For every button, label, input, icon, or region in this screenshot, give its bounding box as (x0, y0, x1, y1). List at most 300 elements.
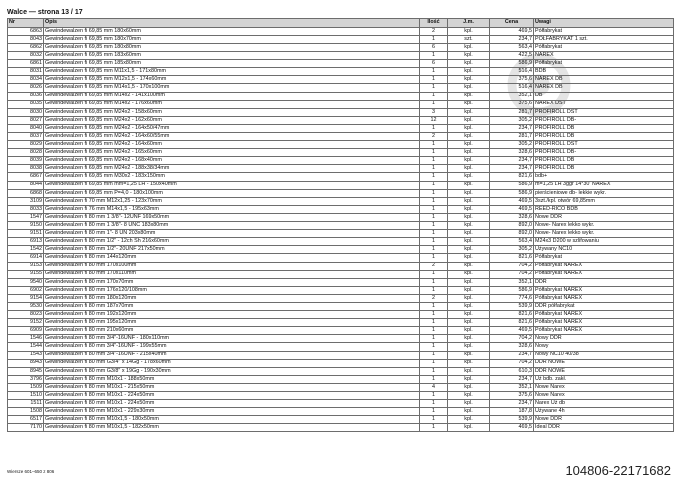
cell-ilosc: 1 (420, 286, 448, 294)
cell-opis: Gewindewalzen fi 69,85 mm M24x2 - 164x60/55mm (44, 133, 420, 141)
cell-jm: szt. (448, 35, 490, 43)
cell-cena: 375,6 (490, 392, 534, 400)
cell-nr: 6517 (8, 416, 44, 424)
header-nr: Nr (8, 19, 44, 28)
cell-nr: 9152 (8, 319, 44, 327)
cell-ilosc: 1 (420, 76, 448, 84)
cell-opis: Gewindewalzen fi 69,85 mm M14x2 - 176x60mm (44, 100, 420, 108)
cell-cena: 821,6 (490, 173, 534, 181)
cell-ilosc: 1 (420, 375, 448, 383)
table-row (8, 35, 674, 43)
table-row (8, 246, 674, 254)
cell-uwagi: Ideal DDR (534, 424, 674, 432)
cell-ilosc: 1 (420, 367, 448, 375)
cell-nr: 1544 (8, 343, 44, 351)
cell-jm: kpl. (448, 408, 490, 416)
cell-nr: 6909 (8, 327, 44, 335)
cell-ilosc: 12 (420, 116, 448, 124)
cell-nr: 8032 (8, 52, 44, 60)
cell-uwagi: 3szt./kpl. otwór 69,85mm (534, 197, 674, 205)
page-footer: Wiersze 601–650 z 806 (7, 469, 55, 474)
cell-uwagi: Używany NC10 (534, 246, 674, 254)
cell-jm: kpl. (448, 116, 490, 124)
cell-ilosc: 1 (420, 319, 448, 327)
cell-opis: Gewindewalzen fi 80 mm M10x1 - 215x50mm (44, 383, 420, 391)
cell-ilosc: 1 (420, 68, 448, 76)
cell-opis: Gewindewalzen fi 80 mm 170x100mm (44, 262, 420, 270)
cell-jm: kpl. (448, 286, 490, 294)
table-row (8, 400, 674, 408)
cell-nr: 6902 (8, 286, 44, 294)
cell-ilosc: 1 (420, 189, 448, 197)
cell-ilosc: 1 (420, 100, 448, 108)
cell-uwagi: Półfabrykat (534, 27, 674, 35)
cell-opis: Gewindewalzen fi 69,85 mm M11x1,5 - 171x80mm (44, 68, 420, 76)
cell-uwagi: Półfabrykat NAREX (534, 294, 674, 302)
cell-jm: kpl. (448, 205, 490, 213)
cell-uwagi: DDR półfabrykat (534, 302, 674, 310)
cell-cena: 469,5 (490, 205, 534, 213)
cell-cena: 187,8 (490, 408, 534, 416)
cell-ilosc: 1 (420, 302, 448, 310)
cell-opis: Gewindewalzen fi 80 mm 192x120mm (44, 311, 420, 319)
cell-ilosc: 1 (420, 246, 448, 254)
cell-ilosc: 1 (420, 197, 448, 205)
header-jm: J.m. (448, 19, 490, 28)
cell-opis: Gewindewalzen fi 80 mm 180x120mm (44, 294, 420, 302)
cell-uwagi: Półfabrykat (534, 254, 674, 262)
cell-nr: 7170 (8, 424, 44, 432)
cell-nr: 1510 (8, 392, 44, 400)
cell-nr: 8040 (8, 124, 44, 132)
cell-jm: kpl. (448, 181, 490, 189)
cell-cena: 352,1 (490, 92, 534, 100)
cell-uwagi: Półfabrykat NAREX (534, 286, 674, 294)
cell-jm: kpl. (448, 157, 490, 165)
cell-jm: kpl. (448, 383, 490, 391)
cell-uwagi: NAREX (534, 52, 674, 60)
cell-uwagi: NAREX DST (534, 100, 674, 108)
cell-uwagi: Półfabrykat (534, 60, 674, 68)
cell-uwagi: pierścieniowe db- lekkie wykr. (534, 189, 674, 197)
cell-ilosc: 2 (420, 27, 448, 35)
cell-nr: 9155 (8, 270, 44, 278)
document-id-code: 104806-22171682 (565, 463, 671, 478)
cell-ilosc: 3 (420, 108, 448, 116)
cell-cena: 539,9 (490, 302, 534, 310)
cell-opis: Gewindewalzen fi 80 mm M10x1 - 224x50mm (44, 400, 420, 408)
cell-uwagi: PROFIROLL DB- (534, 116, 674, 124)
cell-jm: kpl. (448, 141, 490, 149)
cell-opis: Gewindewalzen fi 80 mm 3/4"-16UNF - 199x55mm (44, 343, 420, 351)
cell-uwagi: bdb+ (534, 173, 674, 181)
cell-jm: kpl. (448, 351, 490, 359)
cell-ilosc: 1 (420, 311, 448, 319)
cell-opis: Gewindewalzen fi 80 mm 3/4"-16UNF - 215x40mm (44, 351, 420, 359)
cell-cena: 563,4 (490, 43, 534, 51)
cell-cena: 375,6 (490, 76, 534, 84)
cell-uwagi: BDB (534, 68, 674, 76)
cell-nr: 8028 (8, 149, 44, 157)
cell-opis: Gewindewalzen fi 80 mm 1"- 8 UN 203x80mm (44, 230, 420, 238)
table-row (8, 416, 674, 424)
table-row (8, 27, 674, 35)
cell-jm: kpl. (448, 359, 490, 367)
cell-ilosc: 1 (420, 222, 448, 230)
table-row (8, 311, 674, 319)
table-row (8, 205, 674, 213)
cell-opis: Gewindewalzen fi 69,85 mm M24x2 - 164x60mm (44, 141, 420, 149)
cell-nr: 1543 (8, 351, 44, 359)
cell-uwagi: Półfabrykat NAREX (534, 319, 674, 327)
cell-opis: Gewindewalzen fi 69,85 mm M24x2 - 158x60mm (44, 108, 420, 116)
cell-cena: 821,6 (490, 311, 534, 319)
cell-ilosc: 1 (420, 92, 448, 100)
cell-jm: kpl. (448, 375, 490, 383)
cell-jm: kpl. (448, 189, 490, 197)
table-row (8, 254, 674, 262)
cell-jm: kpl. (448, 335, 490, 343)
cell-jm: kpl. (448, 52, 490, 60)
cell-jm: kpl. (448, 262, 490, 270)
table-row (8, 359, 674, 367)
cell-ilosc: 1 (420, 351, 448, 359)
cell-uwagi: Nowe- Narex lekko wykr. (534, 230, 674, 238)
cell-opis: Gewindewalzen fi 80 mm 1/2"- 20UNF 217x50mm (44, 246, 420, 254)
cell-opis: Gewindewalzen fi 80 mm G3/4" x 14Gg - 178x60mm (44, 359, 420, 367)
cell-nr: 6914 (8, 254, 44, 262)
cell-nr: 9153 (8, 262, 44, 270)
cell-jm: kpl. (448, 60, 490, 68)
table-row (8, 68, 674, 76)
page-title: Walce — strona 13 / 17 (7, 9, 83, 16)
cell-ilosc: 1 (420, 230, 448, 238)
cell-cena: 539,9 (490, 416, 534, 424)
cell-nr: 8026 (8, 84, 44, 92)
cell-nr: 3109 (8, 197, 44, 205)
cell-nr: 8030 (8, 108, 44, 116)
cell-nr: 1546 (8, 335, 44, 343)
cell-uwagi: PROFIROLL DB- (534, 149, 674, 157)
cell-nr: 6862 (8, 43, 44, 51)
table-row (8, 149, 674, 157)
cell-nr: 8033 (8, 205, 44, 213)
cell-nr: 9150 (8, 222, 44, 230)
cell-ilosc: 1 (420, 416, 448, 424)
table-row (8, 424, 674, 432)
cell-uwagi: REED-RICO BDB (534, 205, 674, 213)
cell-uwagi: DDR NOWE (534, 359, 674, 367)
cell-uwagi: DDR (534, 278, 674, 286)
cell-nr: 8043 (8, 35, 44, 43)
cell-uwagi: NAREX DB (534, 76, 674, 84)
cell-jm: kpl. (448, 270, 490, 278)
cell-cena: 586,9 (490, 286, 534, 294)
table-row (8, 262, 674, 270)
cell-jm: kpl. (448, 149, 490, 157)
cell-opis: Gewindewalzen fi 69,85 mm M30x2 - 183x150mm (44, 173, 420, 181)
cell-opis: Gewindewalzen fi 69,85 mm M24x2 - 162x60mm (44, 116, 420, 124)
cell-nr: 1547 (8, 213, 44, 221)
cell-cena: 563,4 (490, 238, 534, 246)
cell-cena: 234,7 (490, 375, 534, 383)
cell-opis: Gewindewalzen fi 80 mm 195x120mm (44, 319, 420, 327)
cell-jm: kpl. (448, 278, 490, 286)
cell-cena: 305,2 (490, 246, 534, 254)
cell-ilosc: 6 (420, 43, 448, 51)
cell-cena: 234,7 (490, 351, 534, 359)
cell-cena: 305,2 (490, 116, 534, 124)
cell-uwagi: Nowe Narex (534, 383, 674, 391)
cell-ilosc: 1 (420, 35, 448, 43)
table-row (8, 327, 674, 335)
cell-jm: kpl. (448, 43, 490, 51)
header-cena: Cena (490, 19, 534, 28)
cell-uwagi: Półfabrykat NAREX (534, 327, 674, 335)
cell-nr: 9154 (8, 294, 44, 302)
cell-nr: 8044 (8, 181, 44, 189)
cell-ilosc: 1 (420, 392, 448, 400)
table-row (8, 238, 674, 246)
cell-cena: 469,5 (490, 424, 534, 432)
cell-jm: kpl. (448, 367, 490, 375)
cell-ilosc: 1 (420, 52, 448, 60)
table-row (8, 173, 674, 181)
cell-jm: kpl. (448, 84, 490, 92)
cell-opis: Gewindewalzen fi 69,85 mm M24x2 - 188x38/34mm (44, 165, 420, 173)
cell-cena: 328,6 (490, 343, 534, 351)
cell-ilosc: 1 (420, 327, 448, 335)
cell-uwagi: M24x3 D200 w szlifowaniu (534, 238, 674, 246)
cell-opis: Gewindewalzen fi 69,85 mm M24x2 - 165x60mm (44, 149, 420, 157)
cell-opis: Gewindewalzen fi 69,85 mm M24x2 - 168x40mm (44, 157, 420, 165)
table-row (8, 116, 674, 124)
cell-opis: Gewindewalzen fi 69,85 mm M14x2 - 141x100mm (44, 92, 420, 100)
cell-nr: 8037 (8, 133, 44, 141)
cell-opis: Gewindewalzen fi 70 mm M12x1,25 - 123x70mm (44, 197, 420, 205)
cell-cena: 375,6 (490, 100, 534, 108)
table-row (8, 157, 674, 165)
cell-jm: kpl. (448, 27, 490, 35)
cell-uwagi: PROFIROLL DB (534, 165, 674, 173)
table-row (8, 343, 674, 351)
cell-ilosc: 2 (420, 294, 448, 302)
cell-ilosc: 2 (420, 262, 448, 270)
cell-nr: 8038 (8, 165, 44, 173)
cell-opis: Gewindewalzen fi 69,85 mm P=4,0 - 180x100mm (44, 189, 420, 197)
cell-opis: Gewindewalzen fi 80 mm G3/8" x 19Gg - 190x30mm (44, 367, 420, 375)
table-row (8, 383, 674, 391)
table-row (8, 108, 674, 116)
table-row (8, 294, 674, 302)
table-row (8, 286, 674, 294)
cell-cena: 610,3 (490, 367, 534, 375)
cell-opis: Gewindewalzen fi 80 mm M10x1,5 - 180x50mm (44, 416, 420, 424)
table-row (8, 76, 674, 84)
cell-nr: 6867 (8, 173, 44, 181)
cell-jm: kpl. (448, 100, 490, 108)
cell-nr: 6868 (8, 189, 44, 197)
cell-opis: Gewindewalzen fi 80 mm 144x120mm (44, 254, 420, 262)
cell-cena: 586,9 (490, 189, 534, 197)
cell-jm: kpl. (448, 230, 490, 238)
cell-jm: kpl. (448, 108, 490, 116)
cell-uwagi: Narex Uż db (534, 400, 674, 408)
cell-jm: kpl. (448, 133, 490, 141)
cell-nr: 8039 (8, 157, 44, 165)
cell-ilosc: 1 (420, 213, 448, 221)
cell-opis: Gewindewalzen fi 80 mm 187x70mm (44, 302, 420, 310)
table-row (8, 100, 674, 108)
cell-jm: kpl. (448, 400, 490, 408)
cell-jm: kpl. (448, 327, 490, 335)
cell-ilosc: 1 (420, 124, 448, 132)
table-row (8, 133, 674, 141)
cell-opis: Gewindewalzen fi 69,85 mm 180x80mm (44, 43, 420, 51)
cell-cena: 892,0 (490, 222, 534, 230)
cell-cena: 234,7 (490, 124, 534, 132)
cell-opis: Gewindewalzen fi 80 mm M10x1 - 224x50mm (44, 392, 420, 400)
cell-ilosc: 6 (420, 60, 448, 68)
cell-cena: 469,5 (490, 197, 534, 205)
table-row (8, 141, 674, 149)
table-row (8, 375, 674, 383)
cell-jm: kpl. (448, 424, 490, 432)
cell-ilosc: 1 (420, 173, 448, 181)
table-row (8, 230, 674, 238)
cell-jm: kpl. (448, 311, 490, 319)
cell-cena: 892,0 (490, 230, 534, 238)
cell-cena: 704,2 (490, 262, 534, 270)
cell-uwagi: Nowe Narex (534, 392, 674, 400)
table-row (8, 392, 674, 400)
cell-ilosc: 1 (420, 359, 448, 367)
cell-ilosc: 1 (420, 335, 448, 343)
cell-ilosc: 1 (420, 408, 448, 416)
cell-nr: 8945 (8, 367, 44, 375)
cell-nr: 8034 (8, 76, 44, 84)
cell-jm: kpl. (448, 165, 490, 173)
cell-cena: 516,4 (490, 68, 534, 76)
cell-uwagi: Używane 4h (534, 408, 674, 416)
cell-ilosc: 1 (420, 400, 448, 408)
cell-cena: 821,6 (490, 254, 534, 262)
cell-cena: 774,6 (490, 294, 534, 302)
cell-uwagi: Półfabrykat NAREX (534, 311, 674, 319)
cell-uwagi: DDR NOWE (534, 367, 674, 375)
cell-nr: 1511 (8, 400, 44, 408)
cell-opis: Gewindewalzen fi 69,85 mm M14x1,5 - 170x100mm (44, 84, 420, 92)
cell-jm: kpl. (448, 68, 490, 76)
cell-cena: 328,6 (490, 213, 534, 221)
cell-ilosc: 1 (420, 205, 448, 213)
cell-ilosc: 1 (420, 238, 448, 246)
cell-ilosc: 1 (420, 84, 448, 92)
cell-cena: 234,7 (490, 157, 534, 165)
table-row (8, 367, 674, 375)
table-row (8, 335, 674, 343)
cell-nr: 9540 (8, 278, 44, 286)
cell-opis: Gewindewalzen fi 80 mm 176x120/108mm (44, 286, 420, 294)
cell-jm: kpl. (448, 238, 490, 246)
cell-cena: 469,5 (490, 27, 534, 35)
cell-cena: 234,7 (490, 35, 534, 43)
cell-opis: Gewindewalzen fi 69,85 mm mm=1,25 LH - 150x40mm (44, 181, 420, 189)
cell-uwagi: PROFIROLL DB (534, 157, 674, 165)
table-row (8, 60, 674, 68)
cell-cena: 352,1 (490, 278, 534, 286)
cell-uwagi: DB (534, 92, 674, 100)
table-row (8, 165, 674, 173)
cell-jm: kpl. (448, 319, 490, 327)
cell-nr: 8943 (8, 359, 44, 367)
cell-uwagi: PÓŁFABRYKAT 1 szt. (534, 35, 674, 43)
cell-nr: 6861 (8, 60, 44, 68)
cell-jm: kpl. (448, 197, 490, 205)
header-ilosc: Ilość (420, 19, 448, 28)
cell-ilosc: 1 (420, 270, 448, 278)
cell-cena: 704,2 (490, 359, 534, 367)
cell-cena: 352,1 (490, 383, 534, 391)
cell-opis: Gewindewalzen fi 80 mm 210x60mm (44, 327, 420, 335)
cell-opis: Gewindewalzen fi 76 mm M14x1,5 - 195x63mm (44, 205, 420, 213)
cell-cena: 586,9 (490, 60, 534, 68)
cell-nr: 8027 (8, 116, 44, 124)
cell-opis: Gewindewalzen fi 80 mm 3/4"-16UNF - 180x110mm (44, 335, 420, 343)
cell-nr: 9151 (8, 230, 44, 238)
cell-uwagi: Półfabrykat NAREX (534, 270, 674, 278)
table-row (8, 319, 674, 327)
cell-cena: 328,6 (490, 149, 534, 157)
cell-ilosc: 2 (420, 133, 448, 141)
cell-nr: 8029 (8, 141, 44, 149)
table-row (8, 52, 674, 60)
header-uwagi: Uwagi (534, 19, 674, 28)
cell-uwagi: Uż bdb. zakł. (534, 375, 674, 383)
cell-opis: Gewindewalzen fi 69,85 mm 180x60mm (44, 27, 420, 35)
table-row (8, 84, 674, 92)
table-row (8, 43, 674, 51)
cell-ilosc: 1 (420, 165, 448, 173)
cell-opis: Gewindewalzen fi 80 mm M10x1 - 229x30mm (44, 408, 420, 416)
cell-cena: 704,2 (490, 270, 534, 278)
cell-uwagi: Nowy (534, 343, 674, 351)
cell-uwagi: Nowe- Narex lekko wykr. (534, 222, 674, 230)
cell-opis: Gewindewalzen fi 69,85 mm 185x80mm (44, 60, 420, 68)
cell-uwagi: Półfabrykat (534, 43, 674, 51)
table-row (8, 278, 674, 286)
header-row (8, 19, 674, 28)
cell-opis: Gewindewalzen fi 69,85 mm M24x2 - 164x50/47mm (44, 124, 420, 132)
cell-ilosc: 1 (420, 181, 448, 189)
cell-uwagi: Nowe DDR (534, 416, 674, 424)
cell-ilosc: 1 (420, 141, 448, 149)
cell-uwagi: m=1,25 LH 3ggr 14*30' NAREX (534, 181, 674, 189)
cell-opis: Gewindewalzen fi 69,85 mm M12x1,5 - 174x60mm (44, 76, 420, 84)
table-row (8, 222, 674, 230)
cell-jm: kpl. (448, 254, 490, 262)
cell-opis: Gewindewalzen fi 80 mm 1 3/8"- 8 UNC 183x80mm (44, 222, 420, 230)
cell-uwagi: Półfabrykat NAREX (534, 262, 674, 270)
cell-ilosc: 1 (420, 278, 448, 286)
cell-cena: 704,2 (490, 335, 534, 343)
cell-opis: Gewindewalzen fi 80 mm 1/2" - 12ch Sh 216x60mm (44, 238, 420, 246)
table-row (8, 351, 674, 359)
cell-uwagi: PROFIROLL DB (534, 124, 674, 132)
cell-nr: 8036 (8, 92, 44, 100)
cell-nr: 1508 (8, 408, 44, 416)
data-table (7, 18, 674, 432)
